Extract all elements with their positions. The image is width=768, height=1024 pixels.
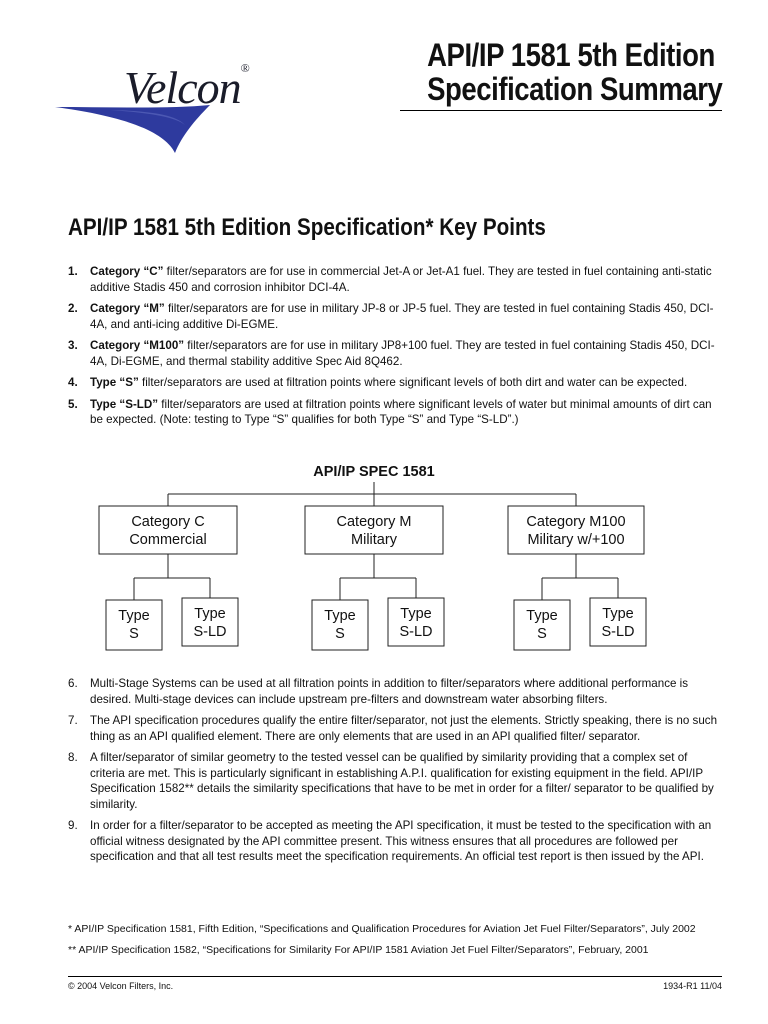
key-point-number: 4. <box>68 376 78 389</box>
footnote-1: * API/IP Specification 1581, Fifth Edition, “Specifications and Qualification Procedures for Aviation Jet Fuel Filter/Separators”, July 2002 <box>68 923 696 935</box>
key-point-lead: Category “M” <box>90 302 165 315</box>
key-point-text: filter/separators are for use in military JP-8 or JP-5 fuel. They are tested in fuel containing Stadis 450, DCI-4A, and anti-icing additive Di-EGME. <box>90 302 714 331</box>
key-point-item <box>68 375 723 391</box>
key-point-text: filter/separators are for use in military JP8+100 fuel. They are tested in fuel containing Stadis 450, DCI-4A, Di-EGME, and thermal stability additive Spec Aid 8Q462. <box>90 339 715 368</box>
key-points-list-2 <box>68 676 723 871</box>
key-point-number: 6. <box>68 677 78 690</box>
key-point-lead: Category “C” <box>90 265 164 278</box>
key-point-number: 2. <box>68 302 78 315</box>
category-sublabel: Commercial <box>129 532 207 548</box>
type-sublabel: S <box>129 626 139 642</box>
key-point-lead: Category “M100” <box>90 339 185 352</box>
category-sublabel: Military w/+100 <box>527 532 625 548</box>
type-sublabel: S <box>537 626 547 642</box>
key-point-item <box>68 676 723 707</box>
type-sublabel: S <box>335 626 345 642</box>
key-point-text: filter/separators are used at filtration points where significant levels of water but minimal amounts of dirt can be expected. (Note: testing to Type “S” qualifies for both Type “S” and Type “S-LD”.) <box>90 397 712 426</box>
type-sublabel: S-LD <box>193 624 227 640</box>
key-point-item <box>68 264 723 295</box>
key-point-number: 3. <box>68 339 78 352</box>
key-point-number: 5. <box>68 397 78 411</box>
key-point-number: 9. <box>68 819 78 832</box>
type-sublabel: S-LD <box>601 624 635 640</box>
type-label: Type <box>526 608 558 624</box>
key-point-number: 7. <box>68 714 78 727</box>
key-point-text: A filter/separator of similar geometry to the tested vessel can be qualified by similarity providing that a complex set of criteria are met. This is particularly significant in establishing A.P.I. qualification for existing equipment in the field. API/IP Specification 1582** details the similarity specifications that have to be met in order for a filter/ separator to be qualified by similarity. <box>90 751 714 811</box>
type-label: Type <box>602 606 634 622</box>
title-line-2: Specification Summary <box>426 71 722 107</box>
category-label: Category C <box>131 514 205 530</box>
key-point-text: The API specification procedures qualify the entire filter/separator, not just the elements. Strictly speaking, there is no such thing as an API qualified element. There are only elements that are used in an API qualified filter/ separator. <box>90 714 718 743</box>
key-point-number: 8. <box>68 751 78 764</box>
velcon-logo <box>50 55 260 160</box>
type-label: Type <box>194 606 226 622</box>
title-line-1: API/IP 1581 5th Edition <box>426 37 715 73</box>
section-heading: API/IP 1581 5th Edition Specification* Key Points <box>68 214 546 241</box>
footer-divider <box>68 976 722 977</box>
footer-copyright: © 2004 Velcon Filters, Inc. <box>68 981 174 991</box>
logo-text: Velcon <box>124 62 241 113</box>
key-point-lead: Type “S-LD” <box>90 397 159 411</box>
key-point-lead: Type “S” <box>90 376 139 389</box>
key-point-text: filter/separators are for use in commercial Jet-A or Jet-A1 fuel. They are tested in fuel containing anti-static additive Stadis 450 and corrosion inhibitor DCI-4A. <box>90 265 712 294</box>
page-title <box>427 38 722 106</box>
footnotes <box>68 922 728 964</box>
logo-registered-mark: ® <box>240 61 249 75</box>
type-label: Type <box>400 606 432 622</box>
category-label: Category M <box>336 514 412 530</box>
key-point-item <box>68 713 723 744</box>
category-sublabel: Military <box>351 532 397 548</box>
key-point-item <box>68 818 723 865</box>
category-label: Category M100 <box>526 514 626 530</box>
title-divider <box>400 110 722 111</box>
key-points-list-1 <box>68 264 723 434</box>
key-point-item <box>68 397 723 428</box>
key-point-item <box>68 301 723 332</box>
footer-doc-id: 1934-R1 11/04 <box>663 981 722 991</box>
key-point-item <box>68 338 723 369</box>
key-point-text: In order for a filter/separator to be accepted as meeting the API specification, it must be tested to the specification with an official witness designated by the API committee present. This witness ensures that all procedures are followed per specification and that all test results meet the specification requirements. An official test report is then issued by the API. <box>90 819 712 863</box>
key-point-text: filter/separators are used at filtration points where significant levels of both dirt and water can be expected. <box>138 376 688 389</box>
key-point-item <box>68 750 723 812</box>
spec-hierarchy-diagram <box>96 458 656 658</box>
type-label: Type <box>118 608 150 624</box>
key-point-text: Multi-Stage Systems can be used at all filtration points in addition to filter/separators where additional performance is desired. Multi-stage devices can include upstream pre-filters and downstream water absorbing filters. <box>90 677 689 706</box>
footnote-2: ** API/IP Specification 1582, “Specifications for Similarity For API/IP 1581 Aviation Jet Fuel Filter/Separators”, February, 2001 <box>68 944 649 956</box>
type-label: Type <box>324 608 356 624</box>
key-point-number: 1. <box>68 265 78 278</box>
diagram-root-label: API/IP SPEC 1581 <box>313 464 435 480</box>
diagram-svg <box>96 458 656 658</box>
type-sublabel: S-LD <box>399 624 433 640</box>
